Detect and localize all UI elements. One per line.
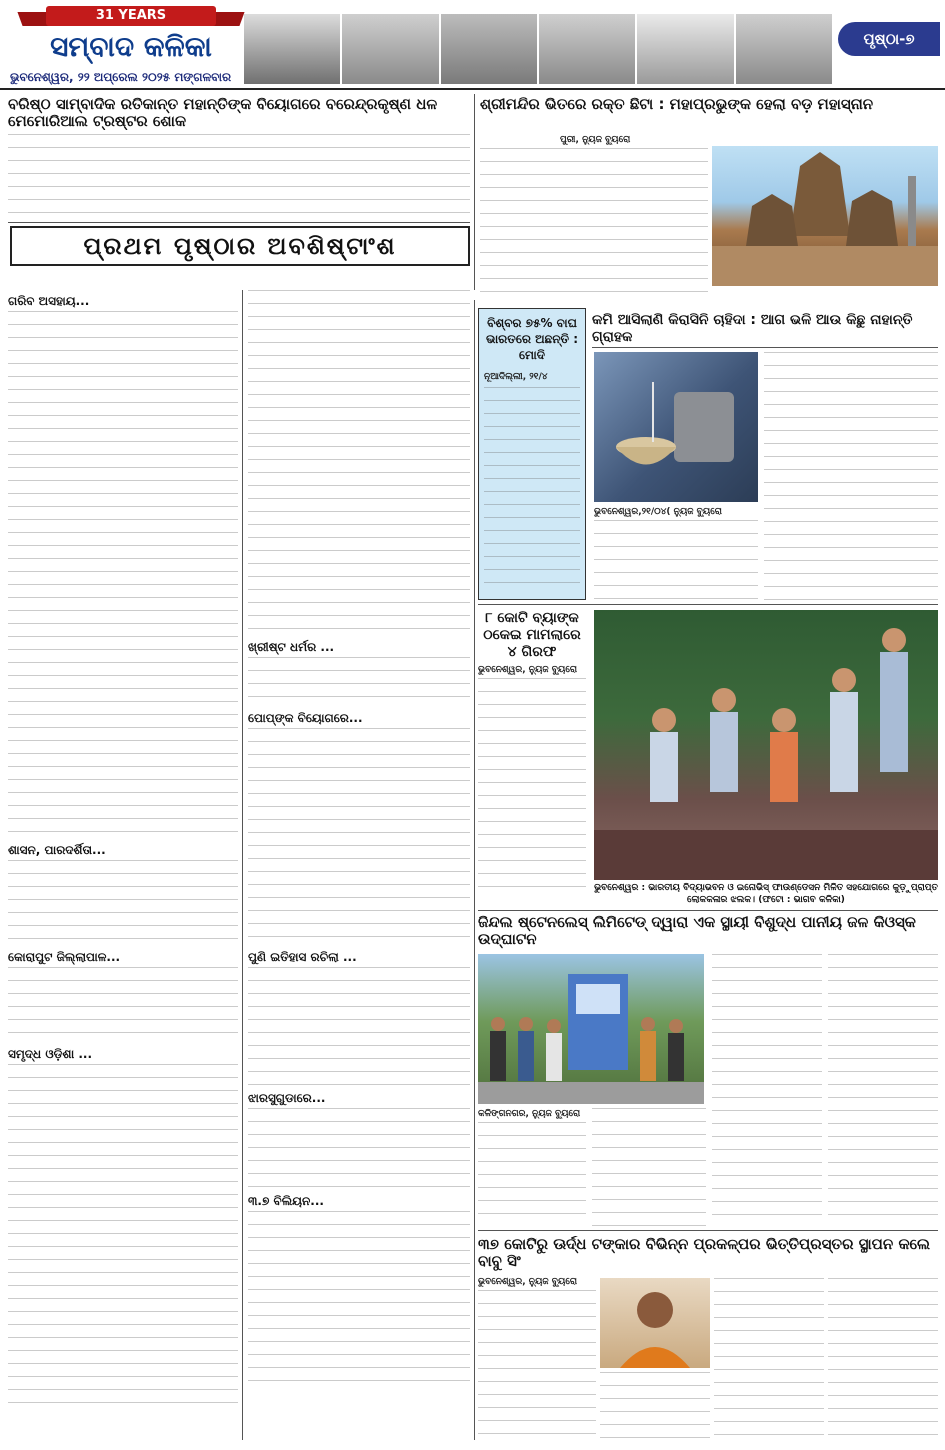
column-divider bbox=[474, 300, 475, 1440]
temple-photo bbox=[244, 14, 340, 84]
dance-photo-caption: ଭୁବନେଶ୍ୱର : ଭାରତୀୟ ବିଦ୍ୟାଭବନ ଓ ଇନୋଭିସ୍ ଫାଉଣ୍ଡେସନ ମିଳିତ ସହଯୋଗରେ କୁଡ଼ୁପ୍ରାପ୍ତ ଲୋକକଳାର ଝଲକ। (ଫଟୋ : ଭାଗବ କଳିକା) bbox=[594, 883, 938, 905]
section-heading: ଝାରସୁଗୁଡାରେ... bbox=[248, 1091, 326, 1105]
temple-shape bbox=[712, 146, 938, 286]
art-photo bbox=[539, 14, 635, 84]
condolence-headline: ବରିଷ୍ଠ ସାମ୍ବାଦିକ ରତିକାନ୍ତ ମହାନ୍ତିଙ୍କ ବିୟୋଗରେ ବରେନ୍ଦ୍ରକୃଷ୍ଣ ଧଳ ମେମୋରିଆଲ ଟ୍ରଷ୍ଟର ଶୋକ bbox=[8, 96, 438, 130]
column-divider bbox=[474, 94, 475, 290]
column-divider bbox=[242, 290, 243, 1440]
jindal-headline: ଜିନ୍ଦଲ ଷ୍ଟେନଲେସ୍ ଲିମିଟେଡ୍ ଦ୍ୱାରା ଏକ ସ୍ଥାୟୀ ବିଶୁଦ୍ଧ ପାନୀୟ ଜଳ କିଓସ୍କ ଉଦ୍‌ଘାଟନ bbox=[478, 914, 916, 948]
issue-dateline: ଭୁବନେଶ୍ୱର, ୨୨ ଅପ୍ରେଲ ୨୦୨୫ ମଙ୍ଗଳବାର bbox=[10, 70, 232, 84]
kerosene-photo bbox=[594, 352, 758, 502]
bank-fraud-headline: ୮ କୋଟି ବ୍ୟାଙ୍କ ଠକେଇ ମାମଲାରେ ୪ ଗିରଫ bbox=[483, 610, 581, 660]
section-body bbox=[248, 657, 470, 707]
continuation-col-a bbox=[8, 290, 238, 1440]
brand-block bbox=[6, 10, 242, 66]
section-body bbox=[248, 290, 470, 636]
jindal-photo bbox=[478, 954, 704, 1104]
temple-photo-large bbox=[712, 146, 938, 286]
section-body bbox=[248, 1211, 470, 1381]
tiger-news-box bbox=[478, 308, 586, 600]
section-divider bbox=[8, 222, 470, 223]
tiger-headline: ବିଶ୍ବର ୭୫% ବାଘ ଭାରତରେ ଅଛନ୍ତି : ମୋଦି bbox=[486, 316, 578, 362]
tiger-dateline: ନୂଆଦିଲ୍ଲୀ, ୨୧/୪ bbox=[484, 372, 548, 382]
section-heading: ୩.୭ ବିଲିୟନ... bbox=[248, 1194, 324, 1208]
srimandir-body bbox=[480, 148, 708, 294]
continuation-banner: ପ୍ରଥମ ପୃଷ୍ଠାର ଅବଶିଷ୍ଟାଂଶ bbox=[10, 226, 470, 266]
newspaper-logo: ସମ୍ବାଦ କଳିକା bbox=[50, 30, 212, 63]
section-body bbox=[248, 1108, 470, 1190]
masthead bbox=[0, 0, 945, 90]
kerosene-scene bbox=[594, 352, 758, 502]
kerosene-dateline: ଭୁବନେଶ୍ୱର,୨୧/୦୪( ନ୍ୟୁଜ ବ୍ୟୁରୋ bbox=[594, 507, 722, 517]
bank-fraud-dateline: ଭୁବନେଶ୍ୱର, ନ୍ୟୁଜ ବ୍ୟୁରୋ bbox=[478, 665, 578, 675]
section-body bbox=[8, 1064, 238, 1404]
children-photo bbox=[441, 14, 537, 84]
section-divider bbox=[478, 604, 938, 605]
section-heading: ସମୃଦ୍ଧ ଓଡ଼ିଶା ... bbox=[8, 1047, 93, 1061]
section-body bbox=[8, 311, 238, 839]
section-body bbox=[248, 728, 470, 946]
kerosene-body-a bbox=[594, 520, 758, 602]
jindal-dateline: କଳିଙ୍ଗନଗର, ନ୍ୟୁଜ ବ୍ୟୁରୋ bbox=[478, 1109, 581, 1119]
bank-fraud-body bbox=[478, 678, 586, 894]
babu-singh-dateline: ଭୁବନେଶ୍ୱର, ନ୍ୟୁଜ ବ୍ୟୁରୋ bbox=[478, 1277, 578, 1287]
continuation-col-b bbox=[248, 290, 470, 1440]
section-divider bbox=[478, 910, 938, 911]
section-heading: ପୁଣି ଇତିହାସ ରଚିଲା ... bbox=[248, 950, 357, 964]
portrait-figure bbox=[600, 1278, 710, 1368]
dancers-photo bbox=[637, 14, 733, 84]
srimandir-dateline: ପୁରୀ, ନ୍ୟୁଜ ବ୍ୟୁରୋ bbox=[560, 135, 631, 145]
dance-photo bbox=[594, 610, 938, 880]
dancers-figures bbox=[594, 610, 938, 880]
srimandir-headline: ଶ୍ରୀମନ୍ଦିର ଭିତରେ ରକ୍ତ ଛିଟା : ମହାପ୍ରଭୁଙ୍କ ହେଲା ବଡ଼ ମହାସ୍ନାନ bbox=[480, 96, 874, 113]
kerosene-body-b bbox=[764, 352, 938, 602]
jindal-body-b bbox=[592, 1108, 706, 1226]
kiosk-scene bbox=[478, 954, 704, 1104]
craft-photo bbox=[342, 14, 438, 84]
page-number-badge: ପୃଷ୍ଠା-୭ bbox=[838, 22, 940, 56]
kerosene-headline: କମି ଆସିଲାଣି କିରାସିନି ଚାହିଦା : ଆଗ ଭଳି ଆଉ କିଛୁ ନାହାନ୍ତି ଗ୍ରାହକ bbox=[592, 312, 938, 348]
section-body bbox=[248, 967, 470, 1087]
section-heading: କୋରାପୁଟ ଜିଲ୍ଲାପାଳ... bbox=[8, 950, 121, 964]
monument-photo bbox=[736, 14, 832, 84]
babu-singh-body-c bbox=[714, 1278, 824, 1440]
section-body bbox=[8, 860, 238, 946]
tiger-body bbox=[484, 387, 580, 587]
section-body bbox=[8, 967, 238, 1043]
babu-singh-body-d bbox=[828, 1278, 938, 1440]
babu-singh-headline: ୩୭ କୋଟିରୁ ଊର୍ଦ୍ଧ ଟଙ୍କାର ବିଭିନ୍ନ ପ୍ରକଳ୍ପର ଭିତ୍ତିପ୍ରସ୍ତର ସ୍ଥାପନ କଲେ ବାବୁ ସିଂ bbox=[478, 1236, 931, 1270]
condolence-body bbox=[8, 134, 470, 220]
jindal-body-a bbox=[478, 1122, 586, 1226]
babu-singh-body-b bbox=[600, 1372, 710, 1440]
section-heading: ପୋପ୍‌ଙ୍କ ବିୟୋଗରେ... bbox=[248, 711, 363, 725]
section-heading: ଖ୍ରୀଷ୍ଟ ଧର୍ମର ... bbox=[248, 640, 335, 654]
section-divider bbox=[478, 1230, 938, 1231]
babu-singh-body-a bbox=[478, 1290, 596, 1440]
jindal-body-c bbox=[712, 954, 822, 1226]
masthead-photo-strip bbox=[244, 14, 832, 84]
jindal-body-d bbox=[828, 954, 938, 1226]
babu-singh-photo bbox=[600, 1278, 710, 1368]
section-heading: ଗରିବ ଅସହାୟ... bbox=[8, 294, 90, 308]
years-banner: 31 YEARS bbox=[46, 6, 216, 26]
section-heading: ଶାସନ, ପାରଦର୍ଶିତା... bbox=[8, 843, 106, 857]
